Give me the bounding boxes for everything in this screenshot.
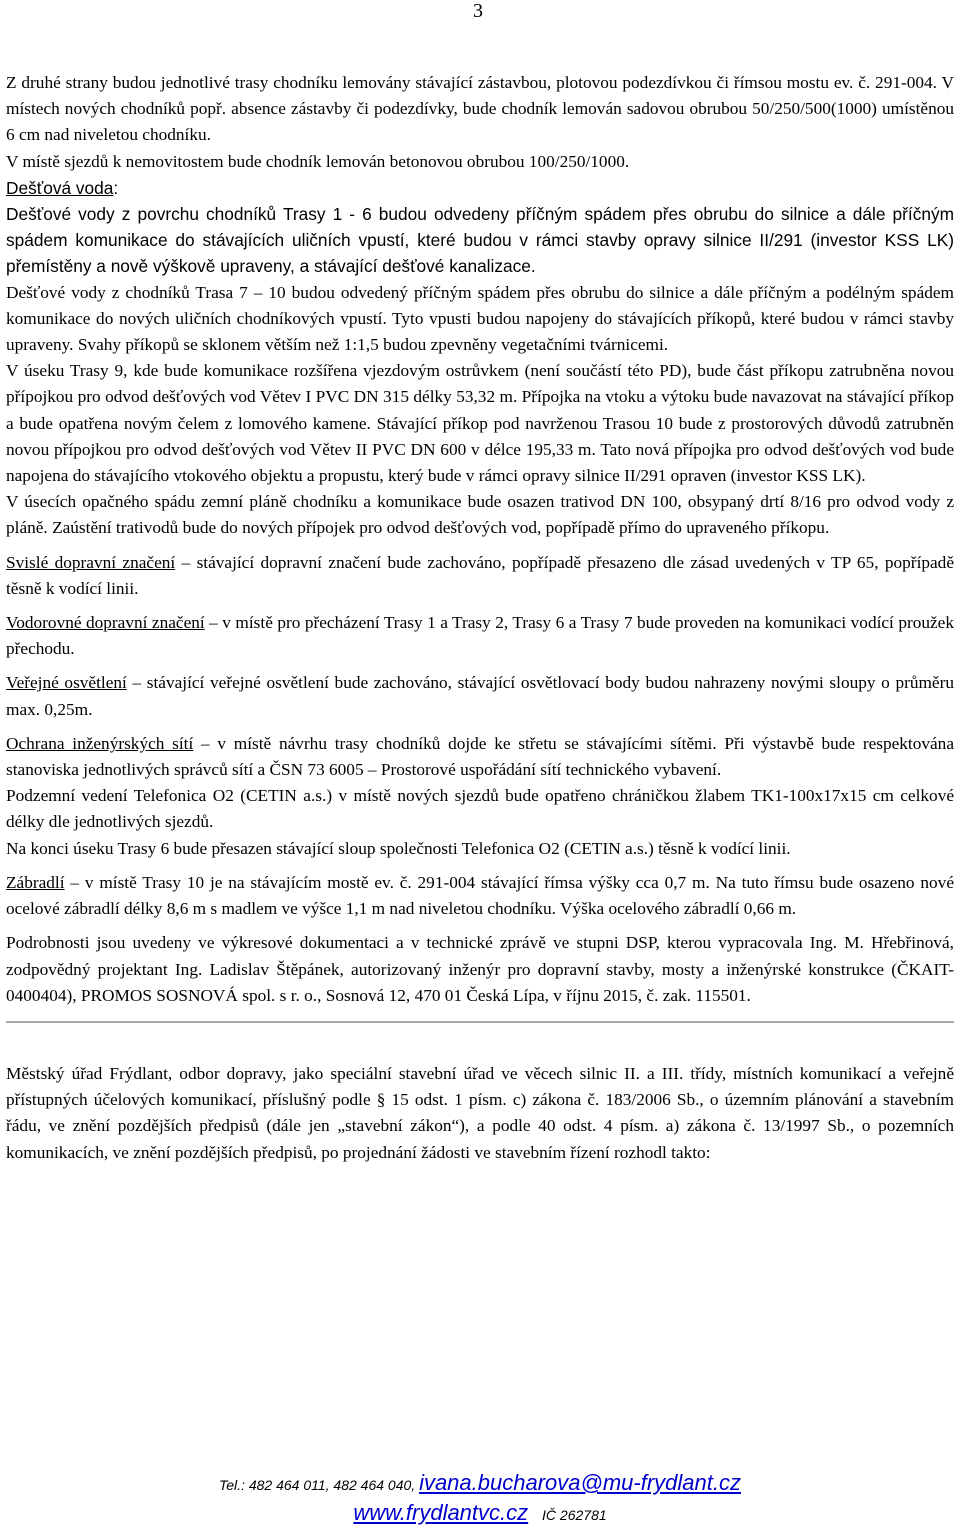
- intro-paragraph-1: Z druhé strany budou jednotlivé trasy chodníku lemovány stávající zástavbou, plotovou podezdívkou či římsou mostu ev. č. 291-004. V místech nových chodníků popř. absence zástavby či podezdívky, bude chodník lemován sadovou obrubou 50/250/500(1000) umístěnou 6 cm nad niveletou chodníku.: [6, 73, 954, 145]
- vertical-signs-text: – stávající dopravní značení bude zachováno, popřípadě přesazeno dle zásad uvedených v TP 65, popřípadě těsně k vodící linii.: [6, 552, 954, 598]
- utilities-paragraph: [6, 731, 954, 783]
- footer-tel: Tel.: 482 464 011, 482 464 040,: [219, 1477, 420, 1493]
- decision-paragraph: Městský úřad Frýdlant, odbor dopravy, jako speciální stavební úřad ve věcech silnic II. a III. třídy, místních komunikací a veřejně přístupných účelových komunikací, příslušný podle § 15 odst. 1 písm. c) zákona č. 183/2006 Sb., o územním plánování a stavebním řádu, ve znění pozdějších předpisů (dále jen „stavební zákon“), a podle 40 odst. 4 písm. a) zákona č. 13/1997 Sb., o pozemních komunikacích, ve znění pozdějších předpisů, po projednání žádosti ve stavebním řízení rozhodl takto:: [6, 1063, 954, 1162]
- railing-text: – v místě Trasy 10 je na stávajícím mostě ev. č. 291-004 stávající římsa výšky cca 0,7 m. Na tuto římsu bude osazeno nové ocelové zábradlí délky 8,6 m s madlem ve výšce 1,1 m nad niveletou chodníku. Výška ocelového zábradlí 0,66 m.: [6, 872, 954, 919]
- lighting-text: – stávající veřejné osvětlení bude zachováno, stávající osvětlovací body budou nahrazeny novými sloupy o průměru max. 0,25m.: [6, 673, 954, 719]
- intro-paragraph-2: V místě sjezdů k nemovitostem bude chodník lemován betonovou obrubou 100/250/1000.: [6, 151, 630, 171]
- utilities-text: – v místě návrhu trasy chodníků dojde ke střetu se stávajícími sítěmi. Při výstavbě bude respektována stanoviska jednotlivých správců sítí a ČSN 73 6005 – Prostorové uspořádání sítí technického vybavení.: [6, 733, 954, 780]
- document-body: [6, 70, 954, 1166]
- railing-heading: Zábradlí: [6, 872, 65, 892]
- utilities-heading: Ochrana inženýrských sítí: [6, 733, 194, 753]
- vertical-signs-heading: Svislé dopravní značení: [6, 552, 176, 572]
- drainage-paragraph-3: V úseku Trasy 9, kde bude komunikace rozšířena vjezdovým ostrůvkem (není součástí této PD), bude část příkopu zatrubněna novou přípojkou pro odvod dešťových vod Větev I PVC DN 315 délky 53,32 m. Přípojka na vtoku a výtoku bude navazovat na stávající příkop a bude opatřena novým čelem z lomového kamene. Stávající příkop pod navrženou Trasou 10 bude z prostorových důvodů zatrubněn novou přípojkou pro odvod dešťových vod Větev II PVC DN 600 v délce 195,33 m. Tato nová přípojka pro odvod dešťových vod bude napojena do stávajícího vtokového objektu a propustu, který bude v rámci opravy silnice II/291 opraven (investor KSS LK).: [6, 361, 954, 486]
- footer-email-link[interactable]: ivana.bucharova@mu-frydlant.cz: [419, 1470, 741, 1495]
- details-paragraph: Podrobnosti jsou uvedeny ve výkresové dokumentaci a v technické zprávě ve stupni DSP, kterou vypracovala Ing. M. Hřebřinová, zodpovědný projektant Ing. Ladislav Štěpánek, autorizovaný inženýr pro dopravní stavby, mosty a inženýrské konstrukce (ČKAIT-0400404), PROMOS SOSNOVÁ spol. s r. o., Sosnová 12, 470 01 Česká Lípa, v říjnu 2015, č. zak. 115501.: [6, 933, 954, 1005]
- lighting-paragraph: [6, 670, 954, 722]
- drainage-colon: :: [113, 177, 119, 198]
- utilities-paragraph-3: Na konci úseku Trasy 6 bude přesazen stávající sloup společnosti Telefonica O2 (CETIN a.s.) těsně k vodící linii.: [6, 838, 791, 858]
- horizontal-signs-paragraph: [6, 610, 954, 662]
- railing-paragraph: [6, 870, 954, 922]
- horizontal-signs-text: – v místě pro přecházení Trasy 1 a Trasy 2, Trasy 6 a Trasy 7 bude proveden na komunikaci vodící proužek přechodu.: [6, 613, 954, 659]
- drainage-paragraph-1: Dešťové vody z povrchu chodníků Trasy 1 - 6 budou odvedeny příčným spádem přes obrubu do silnice a dále příčným spádem komunikace do stávajících uličních vpustí, které budou v rámci stavby opravy silnice II/291 (investor KSS LK) přemístěny a nově výškově upraveny, a stávající dešťové kanalizace.: [6, 204, 954, 277]
- drainage-heading-line: [6, 175, 954, 201]
- drainage-paragraph-2: Dešťové vody z chodníků Trasa 7 – 10 budou odvedený příčným spádem přes obrubu do silnice a dále příčným a podélným spádem komunikace do nových uličních chodníkových vpustí. Tyto vpusti budou napojeny do stávajících příkopů, které budou v rámci stavby upraveny. Svahy příkopů se sklonem větším než 1:1,5 budou zpevněny vegetačními tvárnicemi.: [6, 282, 954, 355]
- lighting-heading: Veřejné osvětlení: [6, 673, 127, 693]
- drainage-heading: Dešťová voda: [6, 177, 114, 198]
- footer-web-line: [0, 1500, 960, 1526]
- footer-web-link[interactable]: www.frydlantvc.cz: [353, 1500, 529, 1525]
- utilities-paragraph-2: Podzemní vedení Telefonica O2 (CETIN a.s.) v místě nových sjezdů bude opatřeno chráničkou žlabem TK1-100x17x15 cm celkové délky dle jednotlivých sjezdů.: [6, 786, 954, 832]
- horizontal-signs-heading: Vodorovné dopravní značení: [6, 613, 205, 633]
- footer-ic: IČ 262781: [542, 1507, 607, 1523]
- separator: [6, 1009, 954, 1035]
- page-number: 3: [473, 0, 483, 22]
- footer-contact-line: [0, 1470, 960, 1496]
- vertical-signs-paragraph: [6, 550, 954, 602]
- drainage-paragraph-4: V úsecích opačného spádu zemní pláně chodníku a komunikace bude osazen trativod DN 100, obsypaný drtí 8/16 pro odvod vody z pláně. Zaústění trativodů bude do nových přípojek pro odvod dešťových vod, popřípadě přímo do upraveného příkopu.: [6, 492, 954, 538]
